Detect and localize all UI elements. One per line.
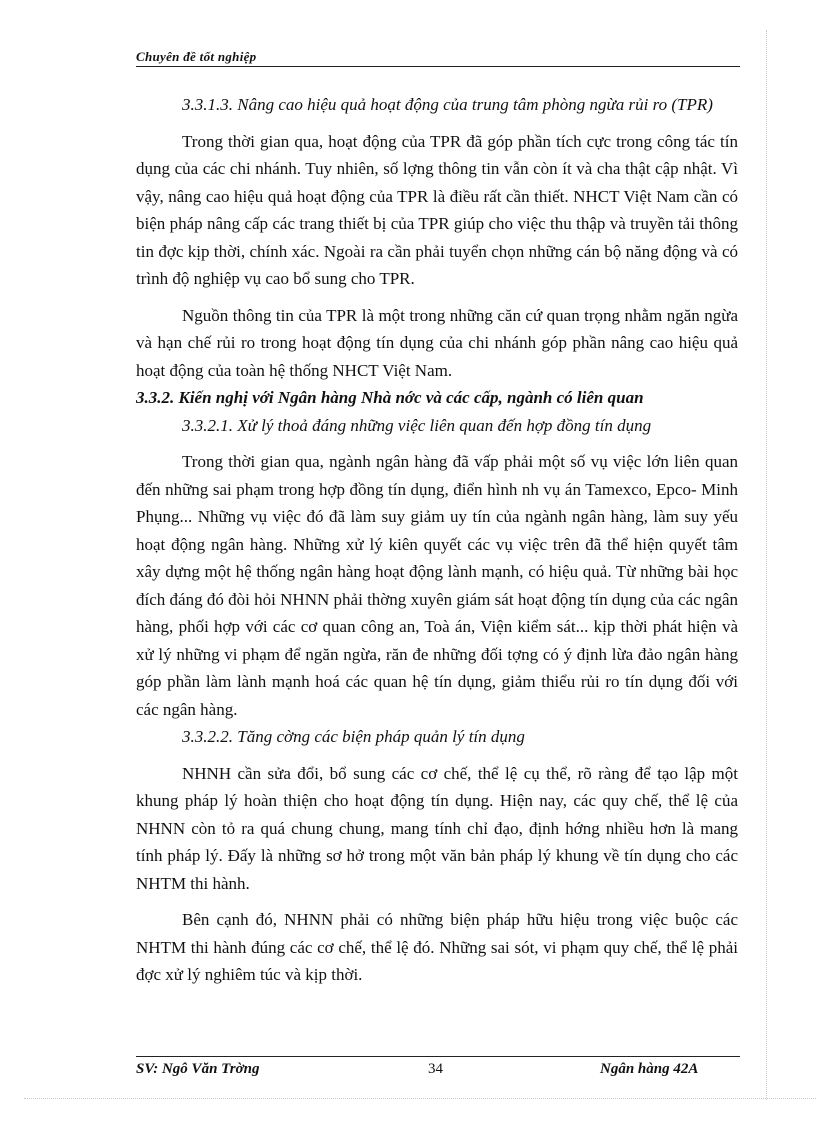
- paragraph-5: Bên cạnh đó, NHNN phải có những biện pháp hữu hiệu trong việc buộc các NHTM thi hành đúng các cơ chế, thể lệ đó. Những sai sót, vi phạm quy chế, thể lệ phải đợc xử lý nghiêm túc và kịp thời.: [136, 910, 738, 984]
- heading-3-3-2-2: 3.3.2.2. Tăng cờng các biện pháp quản lý tín dụng: [182, 727, 525, 746]
- header-title: Chuyên đề tốt nghiệp: [136, 49, 257, 64]
- document-body: [136, 91, 738, 989]
- page-border-bottom: [24, 1098, 816, 1100]
- heading-3-3-1-3: 3.3.1.3. Nâng cao hiệu quả hoạt động của trung tâm phòng ngừa rủi ro (TPR): [182, 95, 713, 114]
- paragraph-1: Trong thời gian qua, hoạt động của TPR đã góp phần tích cực trong công tác tín dụng của các chi nhánh. Tuy nhiên, số lợng thông tin vẫn còn ít và cha thật cập nhật. Vì vậy, nâng cao hiệu quả hoạt động của TPR là điều rất cần thiết. NHCT Việt Nam cần có biện pháp nâng cấp các trang thiết bị của TPR giúp cho việc thu thập và truyền tải thông tin đợc kịp thời, chính xác. Ngoài ra cần phải tuyển chọn những cán bộ năng động và có trình độ nghiệp vụ cao bổ sung cho TPR.: [136, 131, 738, 288]
- page-number: 34: [428, 1061, 443, 1077]
- paragraph-3: Trong thời gian qua, ngành ngân hàng đã vấp phải một số vụ việc lớn liên quan đến những sai phạm trong hợp đồng tín dụng, điển hình nh vụ án Tamexco, Epco- Minh Phụng... Những vụ việc đó đã làm suy giảm uy tín của ngành ngân hàng, làm suy yếu hoạt động ngân hàng. Những xử lý kiên quyết các vụ việc trên đã thể hiện quyết tâm xây dựng một hệ thống ngân hàng hoạt động lành mạnh, có hiệu quả. Từ những bài học đích đáng đó đòi hỏi NHNN phải thờng xuyên giám sát hoạt động tín dụng của các ngân hàng, phối hợp với các cơ quan công an, Toà án, Viện kiểm sát... kịp thời phát hiện và xử lý những vi phạm để ngăn ngừa, răn đe những đối tợng có ý định lừa đảo ngân hàng góp phần làm lành mạnh hoá các quan hệ tín dụng, giảm thiểu rủi ro tín dụng đối với các ngân hàng.: [136, 452, 738, 719]
- header-rule: [136, 66, 740, 67]
- footer-author: SV: Ngô Văn Trờng: [136, 1061, 260, 1077]
- footer-rule: [136, 1056, 740, 1057]
- heading-3-3-2: 3.3.2. Kiến nghị với Ngân hàng Nhà nớc và các cấp, ngành có liên quan: [136, 388, 644, 407]
- heading-3-3-2-1: 3.3.2.1. Xử lý thoả đáng những việc liên quan đến hợp đồng tín dụng: [182, 415, 652, 435]
- paragraph-4: NHNH cần sửa đổi, bổ sung các cơ chế, thể lệ cụ thể, rõ ràng để tạo lập một khung pháp lý hoàn thiện cho hoạt động tín dụng. Hiện nay, các quy chế, thể lệ của NHNN còn tỏ ra quá chung chung, mang tính chỉ đạo, định hớng nhiều hơn là mang tính pháp lý. Đấy là những sơ hở trong một văn bản pháp lý khung về tín dụng cho các NHTM thi hành.: [136, 763, 738, 893]
- paragraph-2: Nguồn thông tin của TPR là một trong những căn cứ quan trọng nhằm ngăn ngừa và hạn chế rủi ro trong hoạt động tín dụng của chi nhánh góp phần nâng cao hiệu quả hoạt động của toàn hệ thống NHCT Việt Nam.: [136, 305, 738, 380]
- footer-class: Ngân hàng 42A: [600, 1061, 699, 1077]
- page-border-right: [766, 30, 768, 1100]
